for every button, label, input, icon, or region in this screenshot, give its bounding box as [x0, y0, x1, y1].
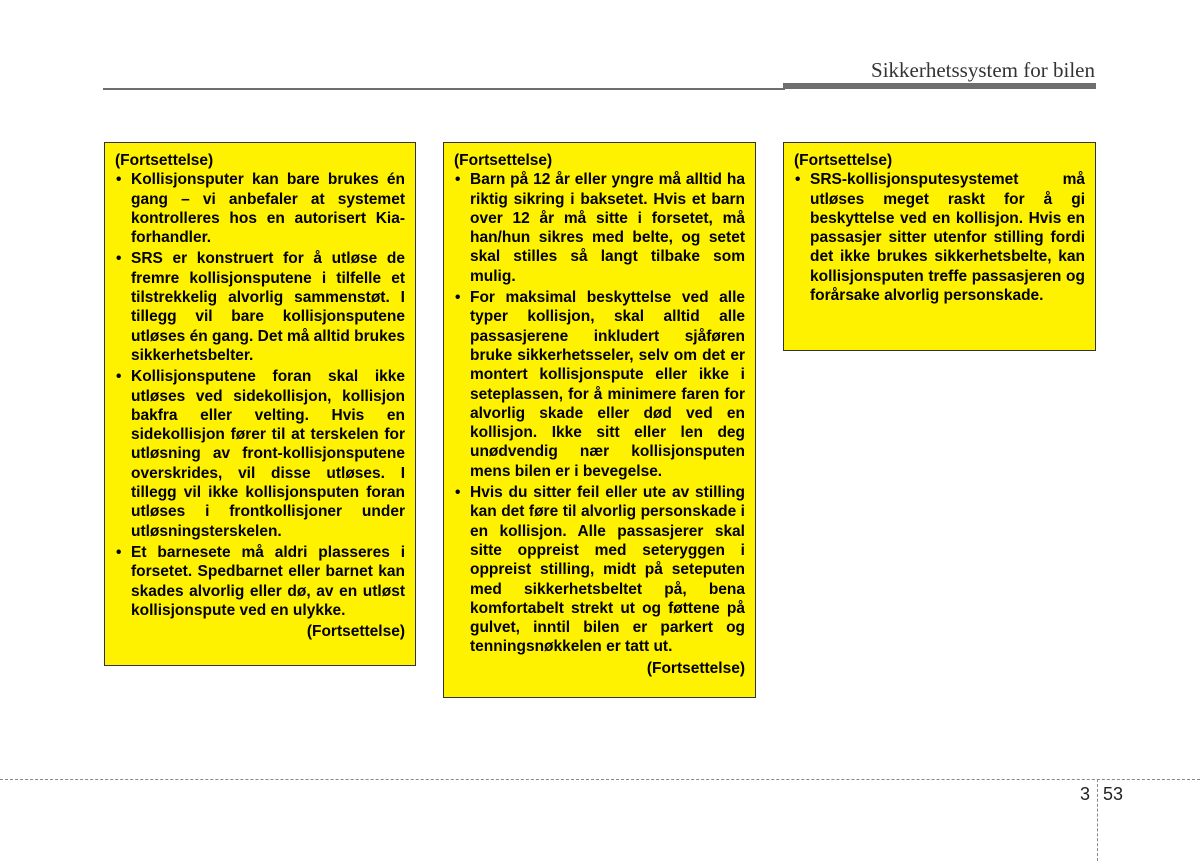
- bullet-item: • Hvis du sitter feil eller ute av stilling kan det føre til alvorlig personskade i en kollisjon. Alle passasjerer skal sitte oppreist med seteryggen i oppreist stilling, midt på seteputen med sikkerhetsbeltet på, bena komfortabelt strekt ut og føttene på gulvet, inntil bilen er parkert og tenningsnøkkelen er tatt ut.: [454, 483, 745, 657]
- bullet-item: • Et barnesete må aldri plasseres i forsetet. Spedbarnet eller barnet kan skades alvorlig eller dø, av en utløst kollisjonspute ved en ulykke.: [115, 543, 405, 620]
- bullet-item: • Barn på 12 år eller yngre må alltid ha riktig sikring i baksetet. Hvis et barn over 12 år må sitte i forsetet, må han/hun sikres med belte, og setet skal stilles så langt tilbake som mulig.: [454, 170, 745, 286]
- header-rule-thin: [103, 88, 785, 90]
- box-continued-label: (Fortsettelse): [646, 659, 745, 677]
- bullet-list: [454, 170, 745, 656]
- footer-dashed-divider: [1097, 779, 1098, 861]
- box-continued-label: (Fortsettelse): [306, 623, 405, 641]
- chapter-number: 3: [1080, 784, 1091, 804]
- box-heading: (Fortsettelse): [794, 152, 893, 169]
- bullet-item: • Kollisjonsputer kan bare brukes én gang – vi anbefaler at systemet kontrolleres hos en autorisert Kia-forhandler.: [115, 170, 405, 247]
- bullet-item: • SRS-kollisjonsputesystemet må utløses meget raskt for å gi beskyttelse ved en kollisjon. Hvis en passasjer sitter utenfor stilling fordi det ikke brukes sikkerhetsbelte, kan kollisjonsputen treffe passasjeren og forårsake alvorlig personskade.: [794, 170, 1085, 305]
- footer-dashed-line: [0, 779, 1200, 780]
- bullet-item: • For maksimal beskyttelse ved alle typer kollisjon, skal alltid alle passasjerene inkludert sjåføren bruke sikkerhetsseler, selv om det er montert kollisjonspute eller ikke i seteplassen, for å minimere faren for alvorlig skade eller død ved en kollisjon. Ikke sitt eller len deg unødvendig nær kollisjonsputen mens bilen er i bevegelse.: [454, 288, 745, 481]
- warning-box-2: [443, 142, 756, 698]
- section-title: Sikkerhetssystem for bilen: [871, 58, 1095, 82]
- header-rule-thick: [783, 83, 1096, 89]
- warning-box-3: [783, 142, 1096, 351]
- bullet-item: • Kollisjonsputene foran skal ikke utløses ved sidekollisjon, kollisjon bakfra eller velting. Hvis en sidekollisjon fører til at terskelen for utløsning av front-kollisjonsputene overskrides, vil disse utløses. I tillegg vil ikke kollisjonsputen foran utløses i frontkollisjoner under utløsningsterskelen.: [115, 367, 405, 541]
- warning-box-1: [104, 142, 416, 666]
- bullet-item: • SRS er konstruert for å utløse de fremre kollisjonsputene i tilfelle et tilstrekkelig alvorlig sammenstøt. I tillegg vil bare kollisjonsputene utløses én gang. Det må alltid brukes sikkerhetsbelter.: [115, 249, 405, 365]
- box-heading: (Fortsettelse): [115, 152, 214, 169]
- bullet-list: [794, 170, 1085, 305]
- box-heading: (Fortsettelse): [454, 152, 553, 169]
- page-number: 53: [1103, 784, 1124, 804]
- bullet-list: [115, 170, 405, 620]
